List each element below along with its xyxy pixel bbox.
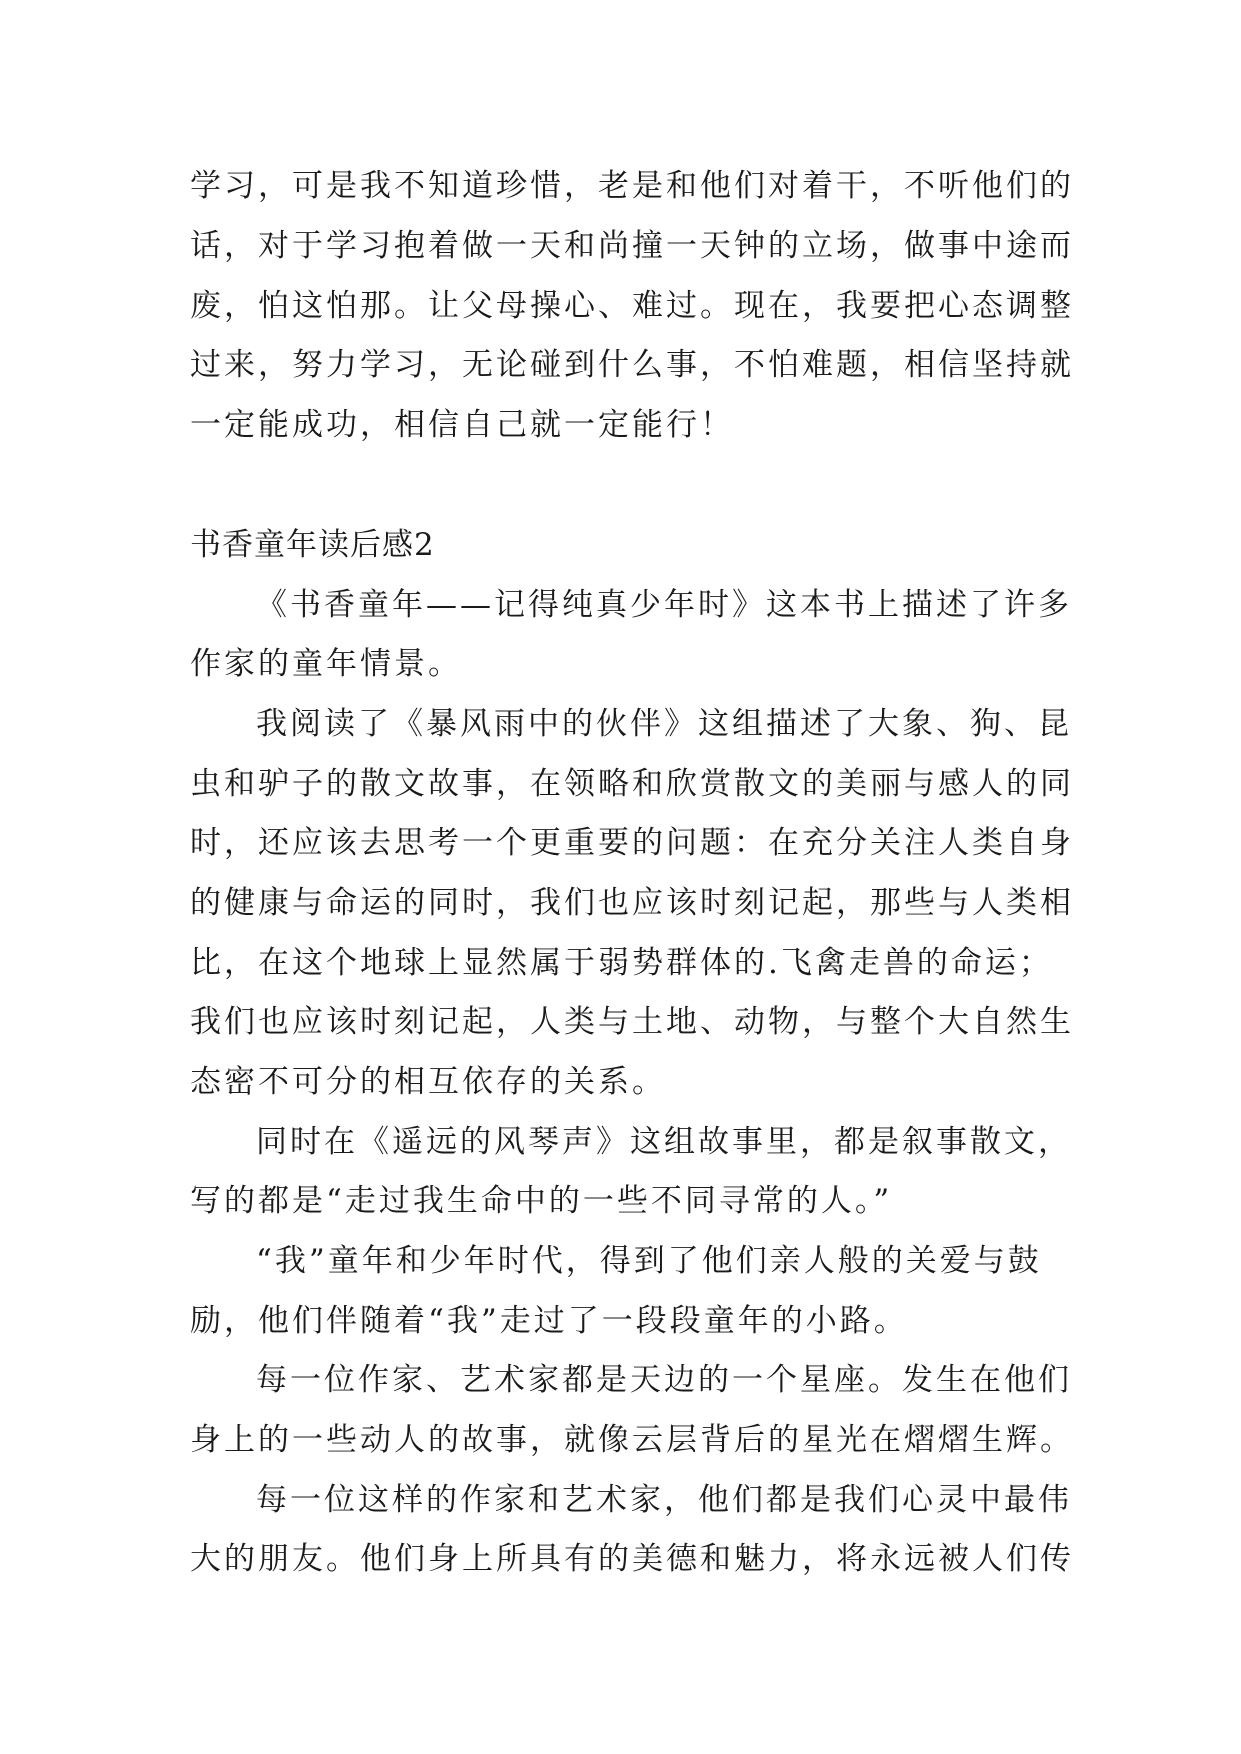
paragraph-line: 《书香童年——记得纯真少年时》这本书上描述了许多 <box>256 587 1072 623</box>
paragraph-line: 同时在《遥远的风琴声》这组故事里，都是叙事散文， <box>256 1124 1072 1160</box>
paragraph-line: 写的都是“走过我生命中的一些不同寻常的人。” <box>190 1183 893 1219</box>
paragraph-line: 大的朋友。他们身上所具有的美德和魅力，将永远被人们传 <box>190 1541 1074 1577</box>
paragraph-line: 我们也应该时刻记起，人类与土地、动物，与整个大自然生 <box>190 1004 1074 1040</box>
paragraph-line: 每一位作家、艺术家都是天边的一个星座。发生在他们 <box>256 1362 1072 1398</box>
paragraph-line: 励，他们伴随着“我”走过了一段段童年的小路。 <box>190 1303 908 1339</box>
section-heading: 书香童年读后感2 <box>190 527 435 563</box>
paragraph-line: 时，还应该去思考一个更重要的问题：在充分关注人类自身 <box>190 825 1074 861</box>
paragraph-line: 比，在这个地球上显然属于弱势群体的.飞禽走兽的命运； <box>190 945 1053 981</box>
paragraph-line: “我”童年和少年时代，得到了他们亲人般的关爱与鼓 <box>256 1243 1042 1279</box>
paragraph-line: 话，对于学习抱着做一天和尚撞一天钟的立场，做事中途而 <box>190 228 1074 264</box>
paragraph-line: 废，怕这怕那。让父母操心、难过。现在，我要把心态调整 <box>190 288 1074 324</box>
paragraph-line: 身上的一些动人的故事，就像云层背后的星光在熠熠生辉。 <box>190 1422 1074 1458</box>
paragraph-line: 一定能成功，相信自己就一定能行！ <box>190 407 734 443</box>
paragraph-line: 过来，努力学习，无论碰到什么事，不怕难题，相信坚持就 <box>190 347 1074 383</box>
paragraph-line: 我阅读了《暴风雨中的伙伴》这组描述了大象、狗、昆 <box>256 706 1072 742</box>
paragraph-line: 的健康与命运的同时，我们也应该时刻记起，那些与人类相 <box>190 885 1074 921</box>
document-page <box>190 0 1074 1754</box>
paragraph-line: 每一位这样的作家和艺术家，他们都是我们心灵中最伟 <box>256 1482 1072 1518</box>
paragraph-line: 虫和驴子的散文故事，在领略和欣赏散文的美丽与感人的同 <box>190 766 1074 802</box>
paragraph-line: 态密不可分的相互依存的关系。 <box>190 1064 666 1100</box>
paragraph-line: 作家的童年情景。 <box>190 646 462 682</box>
paragraph-line: 学习，可是我不知道珍惜，老是和他们对着干，不听他们的 <box>190 168 1074 204</box>
